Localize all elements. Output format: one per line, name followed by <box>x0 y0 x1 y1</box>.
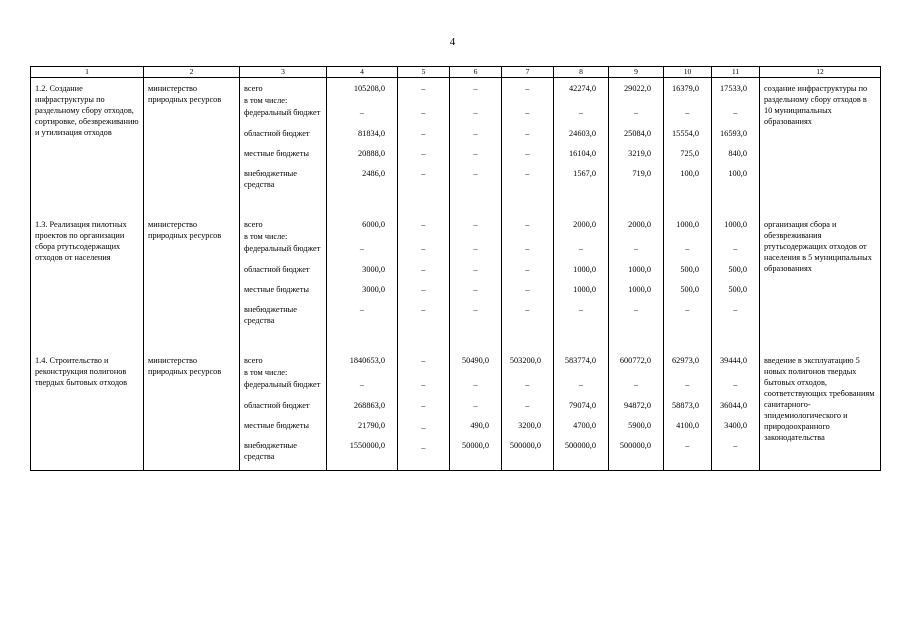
value: – <box>473 108 478 118</box>
funding-source-label: внебюджетные средства <box>244 168 297 189</box>
value: 100,0 <box>728 168 747 178</box>
spacer-cell <box>31 198 144 214</box>
value <box>558 95 604 107</box>
value: 500000,0 <box>509 440 541 450</box>
value <box>402 231 445 243</box>
value: – <box>525 304 530 314</box>
colnum-5: 5 <box>398 67 450 78</box>
funding-source-label: местные бюджеты <box>244 420 309 430</box>
spacer-cell <box>760 334 881 350</box>
spacer-cell <box>502 198 554 214</box>
value: – <box>733 440 738 450</box>
value-cell <box>450 214 502 334</box>
measure-name-cell: 1.4. Строительство и реконструкция полигонов твердых бытовых отходов <box>31 350 144 471</box>
value <box>716 231 755 243</box>
value: – <box>473 84 478 93</box>
spacer-cell <box>144 334 240 350</box>
row-spacer <box>31 198 881 214</box>
value: 583774,0 <box>564 356 596 365</box>
value: 500,0 <box>680 264 699 274</box>
value: – <box>421 400 426 410</box>
value: – <box>473 128 478 138</box>
value: 6000,0 <box>362 220 385 229</box>
value: – <box>685 304 690 314</box>
value: 1000,0 <box>676 220 699 229</box>
funding-source-label: областной бюджет <box>244 264 310 274</box>
value: – <box>421 356 426 365</box>
value: – <box>473 380 478 390</box>
executor-cell: министерство природных ресурсов <box>144 350 240 471</box>
value: 15554,0 <box>672 128 699 138</box>
budget-table <box>30 66 881 471</box>
colnum-12: 12 <box>760 67 881 78</box>
funding-source-label: федеральный бюджет <box>244 244 321 254</box>
value <box>668 95 707 107</box>
row-spacer <box>31 334 881 350</box>
value-cell <box>502 214 554 334</box>
value: – <box>733 380 738 390</box>
value: 25084,0 <box>624 128 651 138</box>
value: – <box>525 168 530 178</box>
table-column-numbers <box>31 67 881 78</box>
spacer-cell <box>327 334 398 350</box>
value: – <box>733 304 738 314</box>
value: – <box>473 400 478 410</box>
value: 42274,0 <box>569 84 596 93</box>
value: 1840653,0 <box>349 356 385 365</box>
value: 39444,0 <box>720 356 747 365</box>
value: 503200,0 <box>509 356 541 365</box>
value <box>331 367 393 379</box>
value <box>454 231 497 243</box>
value <box>506 367 549 379</box>
value: – <box>578 244 584 254</box>
value: – <box>359 108 365 118</box>
value: 3200,0 <box>518 420 541 430</box>
spacer-cell <box>398 198 450 214</box>
value: – <box>473 264 478 274</box>
funding-source-label: местные бюджеты <box>244 148 309 158</box>
value: _ <box>421 420 426 430</box>
value: 3000,0 <box>362 264 385 274</box>
value: 16379,0 <box>672 84 699 93</box>
value <box>613 367 659 379</box>
value: – <box>525 108 530 118</box>
value-cell <box>398 78 450 199</box>
value: – <box>473 304 478 314</box>
spacer-cell <box>398 334 450 350</box>
value: – <box>633 304 639 314</box>
value: 62973,0 <box>672 356 699 365</box>
colnum-9: 9 <box>609 67 664 78</box>
value-cell <box>554 78 609 199</box>
value <box>454 95 497 107</box>
value: – <box>525 148 530 158</box>
spacer-cell <box>327 198 398 214</box>
value-cell <box>398 214 450 334</box>
value-cell <box>712 350 760 471</box>
colnum-8: 8 <box>554 67 609 78</box>
value: – <box>421 220 426 229</box>
page-number: 4 <box>449 36 456 48</box>
expected-result-cell: создание инфраструктуры по раздельному сбору отходов в 10 муниципальных образованиях <box>760 78 881 199</box>
value-cell <box>609 78 664 199</box>
value: 94872,0 <box>624 400 651 410</box>
value: 500000,0 <box>564 440 596 450</box>
value-cell <box>502 78 554 199</box>
value: – <box>359 244 365 254</box>
value: 50490,0 <box>462 356 489 365</box>
value: 719,0 <box>632 168 651 178</box>
value-cell <box>712 214 760 334</box>
value-cell <box>327 78 398 199</box>
value: – <box>685 380 690 390</box>
value: – <box>525 284 530 294</box>
value: 20888,0 <box>358 148 385 158</box>
colnum-7: 7 <box>502 67 554 78</box>
value <box>716 95 755 107</box>
funding-source-cell <box>240 78 327 199</box>
value <box>613 95 659 107</box>
colnum-11: 11 <box>712 67 760 78</box>
value: 600772,0 <box>619 356 651 365</box>
value <box>331 231 393 243</box>
value: – <box>473 220 478 229</box>
value: 1000,0 <box>724 220 747 229</box>
value: 105208,0 <box>353 84 385 93</box>
value: – <box>525 84 530 93</box>
spacer-cell <box>712 198 760 214</box>
value <box>668 231 707 243</box>
measure-name-cell: 1.3. Реализация пилотных проектов по организации сбора ртутьсодержащих отходов от населения <box>31 214 144 334</box>
value: 3400,0 <box>724 420 747 430</box>
value-cell <box>554 350 609 471</box>
spacer-cell <box>240 198 327 214</box>
spacer-cell <box>240 334 327 350</box>
value: – <box>359 380 365 390</box>
value: _ <box>421 440 426 450</box>
colnum-2: 2 <box>144 67 240 78</box>
value <box>506 231 549 243</box>
table-row <box>31 350 881 471</box>
table-row <box>31 78 881 199</box>
value <box>506 95 549 107</box>
funding-source-label: всего <box>244 84 263 93</box>
spacer-cell <box>554 334 609 350</box>
value: 2000,0 <box>628 220 651 229</box>
value-cell <box>609 214 664 334</box>
value: – <box>473 244 478 254</box>
value: 81834,0 <box>358 128 385 138</box>
value: – <box>421 284 426 294</box>
value: – <box>421 264 426 274</box>
spacer-cell <box>760 198 881 214</box>
value: – <box>633 244 639 254</box>
value: 100,0 <box>680 168 699 178</box>
value: 50000,0 <box>462 440 489 450</box>
value-cell <box>398 350 450 471</box>
value: 4700,0 <box>573 420 596 430</box>
value: – <box>733 244 738 254</box>
value: – <box>421 128 426 138</box>
value: 21790,0 <box>358 420 385 430</box>
value <box>716 367 755 379</box>
spacer-cell <box>144 198 240 214</box>
measure-name-cell: 1.2. Создание инфраструктуры по раздельному сбору отходов, сортировке, обезвреживанию и утилизация отходов <box>31 78 144 199</box>
value: – <box>685 108 690 118</box>
value: – <box>525 220 530 229</box>
value-cell <box>450 78 502 199</box>
value: 500,0 <box>728 264 747 274</box>
funding-source-label: всего <box>244 356 263 365</box>
value <box>613 231 659 243</box>
value: – <box>633 108 639 118</box>
spacer-cell <box>609 334 664 350</box>
colnum-1: 1 <box>31 67 144 78</box>
spacer-cell <box>609 198 664 214</box>
colnum-3: 3 <box>240 67 327 78</box>
value: 1000,0 <box>573 264 596 274</box>
colnum-10: 10 <box>664 67 712 78</box>
value: – <box>421 108 426 118</box>
value: – <box>421 148 426 158</box>
value-cell <box>554 214 609 334</box>
value: – <box>525 380 530 390</box>
value: 1550000,0 <box>349 440 385 450</box>
value-cell <box>664 350 712 471</box>
value: – <box>421 84 426 93</box>
value: – <box>421 304 426 314</box>
value: 17533,0 <box>720 84 747 93</box>
value: – <box>421 244 426 254</box>
value <box>668 367 707 379</box>
spacer-cell <box>664 198 712 214</box>
value: 2486,0 <box>362 168 385 178</box>
value: – <box>421 380 426 390</box>
value <box>454 367 497 379</box>
value: 1567,0 <box>573 168 596 178</box>
value: – <box>473 284 478 294</box>
value: 1000,0 <box>573 284 596 294</box>
spacer-cell <box>554 198 609 214</box>
value: – <box>525 128 530 138</box>
value: 36044,0 <box>720 400 747 410</box>
funding-source-label: в том числе: <box>244 232 288 242</box>
value: 3219,0 <box>628 148 651 158</box>
value-cell <box>664 214 712 334</box>
value: – <box>733 108 738 118</box>
spacer-cell <box>502 334 554 350</box>
expected-result-cell: введение в эксплуатацию 5 новых полигонов твердых бытовых отходов, соответствующих требованиям санитарного-эпидемиологического и природоохранного законодательства <box>760 350 881 471</box>
value: – <box>578 304 584 314</box>
value-cell <box>712 78 760 199</box>
value-cell <box>502 350 554 471</box>
value <box>558 231 604 243</box>
value: 79074,0 <box>569 400 596 410</box>
spacer-cell <box>450 198 502 214</box>
funding-source-label: в том числе: <box>244 96 288 106</box>
value: 3000,0 <box>362 284 385 294</box>
funding-source-label: федеральный бюджет <box>244 380 321 390</box>
value: – <box>473 168 478 178</box>
funding-source-label: местные бюджеты <box>244 284 309 294</box>
value: – <box>685 244 690 254</box>
value: – <box>633 380 639 390</box>
funding-source-label: федеральный бюджет <box>244 108 321 118</box>
value: 5900,0 <box>628 420 651 430</box>
funding-source-label: внебюджетные средства <box>244 304 297 325</box>
funding-source-label: внебюджетные средства <box>244 440 297 461</box>
value: 58873,0 <box>672 400 699 410</box>
value: – <box>525 264 530 274</box>
funding-source-label: областной бюджет <box>244 400 310 410</box>
value-cell <box>664 78 712 199</box>
funding-source-label: в том числе: <box>244 368 288 378</box>
value <box>402 367 445 379</box>
value: 840,0 <box>728 148 747 158</box>
value: – <box>685 440 690 450</box>
value: – <box>525 400 530 410</box>
value: 490,0 <box>470 420 489 430</box>
spacer-cell <box>31 334 144 350</box>
value: – <box>473 148 478 158</box>
executor-cell: министерство природных ресурсов <box>144 214 240 334</box>
value: 4100,0 <box>676 420 699 430</box>
table-row <box>31 214 881 334</box>
value: 2000,0 <box>573 220 596 229</box>
value: 16104,0 <box>569 148 596 158</box>
expected-result-cell: организация сбора и обезвреживания ртутьсодержащих отходов от населения в 5 муниципальных образованиях <box>760 214 881 334</box>
value: – <box>578 380 584 390</box>
value: 16593,0 <box>720 128 747 138</box>
value-cell <box>450 350 502 471</box>
value-cell <box>609 350 664 471</box>
value: – <box>525 244 530 254</box>
value: 29022,0 <box>624 84 651 93</box>
colnum-4: 4 <box>327 67 398 78</box>
value: 500,0 <box>680 284 699 294</box>
value: 268863,0 <box>353 400 385 410</box>
funding-source-cell <box>240 214 327 334</box>
value <box>331 95 393 107</box>
value <box>402 95 445 107</box>
value: 500,0 <box>728 284 747 294</box>
executor-cell: министерство природных ресурсов <box>144 78 240 199</box>
value: 500000,0 <box>619 440 651 450</box>
value-cell <box>327 214 398 334</box>
value: – <box>359 304 365 314</box>
value: 1000,0 <box>628 284 651 294</box>
funding-source-label: всего <box>244 220 263 229</box>
value <box>558 367 604 379</box>
funding-source-label: областной бюджет <box>244 128 310 138</box>
value-cell <box>327 350 398 471</box>
value: 725,0 <box>680 148 699 158</box>
spacer-cell <box>450 334 502 350</box>
spacer-cell <box>712 334 760 350</box>
value: – <box>421 168 426 178</box>
funding-source-cell <box>240 350 327 471</box>
spacer-cell <box>664 334 712 350</box>
value: 1000,0 <box>628 264 651 274</box>
value: 24603,0 <box>569 128 596 138</box>
value: – <box>578 108 584 118</box>
colnum-6: 6 <box>450 67 502 78</box>
